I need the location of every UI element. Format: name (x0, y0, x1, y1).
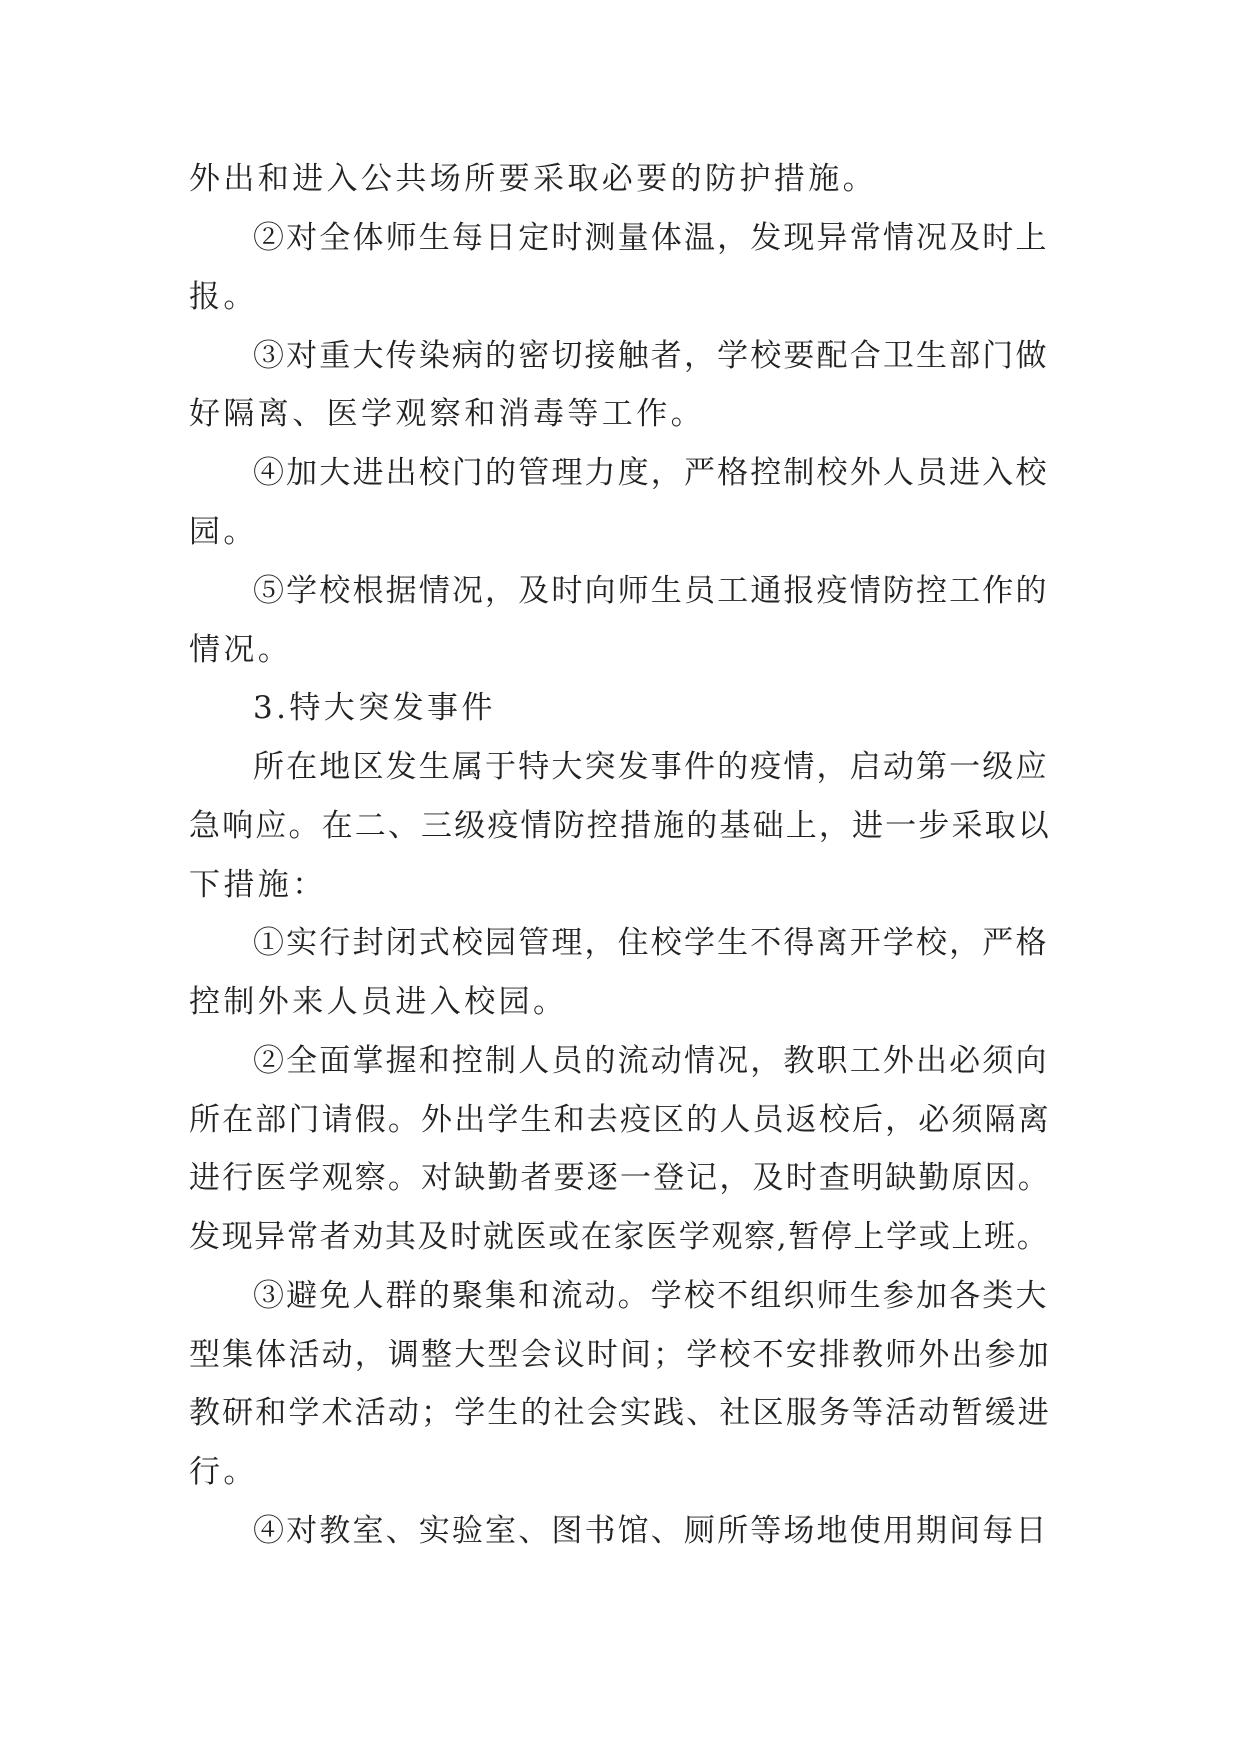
text-line: 进行医学观察。对缺勤者要逐一登记，及时查明缺勤原因。 (189, 1160, 1051, 1196)
text-line: 教研和学术活动；学生的社会实践、社区服务等活动暂缓进 (189, 1395, 1051, 1431)
text-line: 外出和进入公共场所要采取必要的防护措施。 (189, 161, 877, 197)
text-line: ③避免人群的聚集和流动。学校不组织师生参加各类大 (253, 1278, 1049, 1314)
text-line: 下措施： (189, 867, 327, 903)
text-line: ②对全体师生每日定时测量体温，发现异常情况及时上 (253, 220, 1049, 256)
section-heading: 3.特大突发事件 (253, 690, 496, 726)
text-line: 好隔离、医学观察和消毒等工作。 (189, 396, 705, 432)
text-line: 所在地区发生属于特大突发事件的疫情，启动第一级应 (253, 749, 1049, 785)
text-line: 园。 (189, 514, 258, 550)
text-line: ②全面掌握和控制人员的流动情况，教职工外出必须向 (253, 1043, 1049, 1079)
text-line: ①实行封闭式校园管理，住校学生不得离开学校，严格 (253, 925, 1049, 961)
text-line: ④对教室、实验室、图书馆、厕所等场地使用期间每日 (253, 1513, 1049, 1549)
text-line: 型集体活动，调整大型会议时间；学校不安排教师外出参加 (189, 1337, 1051, 1373)
text-line: ⑤学校根据情况，及时向师生员工通报疫情防控工作的 (253, 573, 1049, 609)
text-line: 情况。 (189, 632, 293, 668)
text-line: 所在部门请假。外出学生和去疫区的人员返校后，必须隔离 (189, 1102, 1051, 1138)
text-line: 报。 (189, 279, 258, 315)
text-line: 行。 (189, 1454, 258, 1490)
text-line: ③对重大传染病的密切接触者，学校要配合卫生部门做 (253, 338, 1049, 374)
text-line: 发现异常者劝其及时就医或在家医学观察,暂停上学或上班。 (189, 1219, 1050, 1255)
text-line: ④加大进出校门的管理力度，严格控制校外人员进入校 (253, 455, 1049, 491)
text-line: 急响应。在二、三级疫情防控措施的基础上，进一步采取以 (189, 808, 1051, 844)
text-line: 控制外来人员进入校园。 (189, 984, 568, 1020)
